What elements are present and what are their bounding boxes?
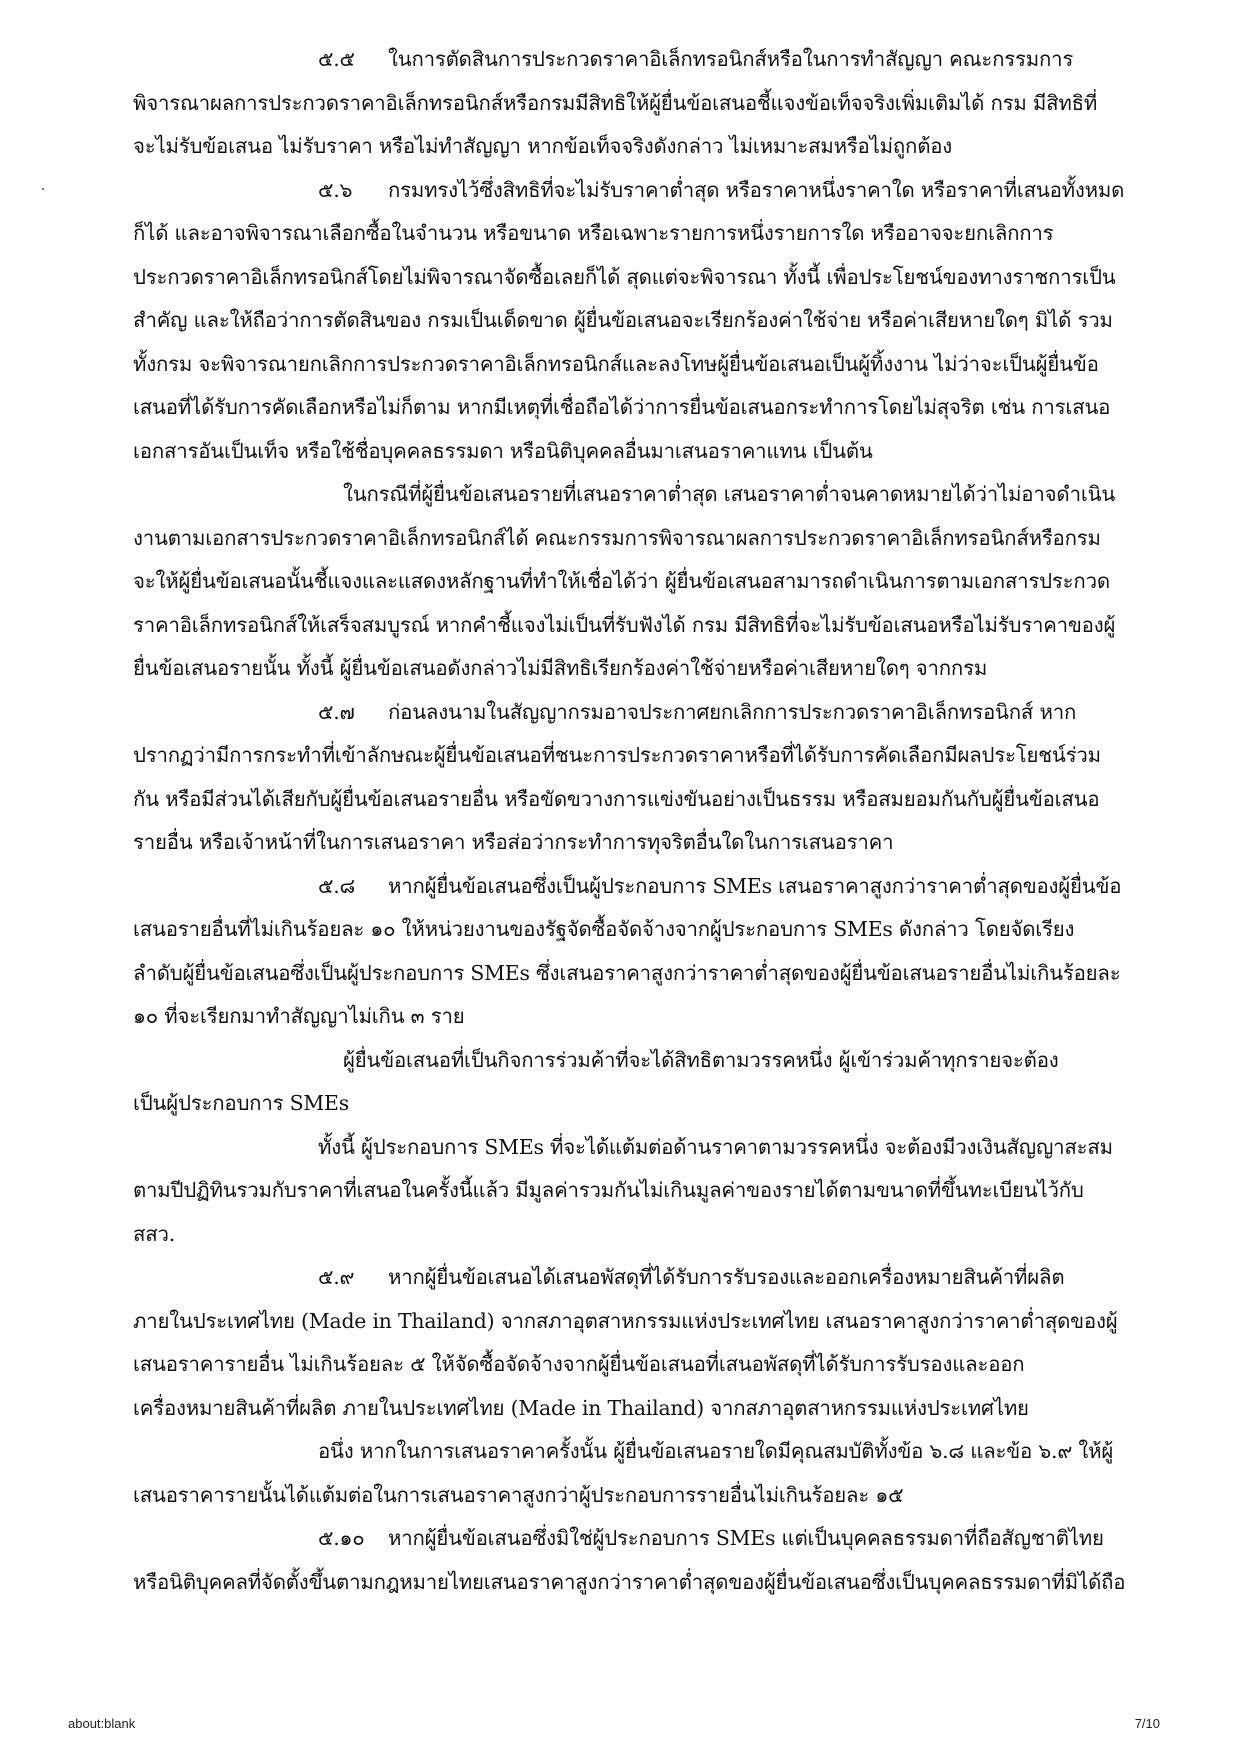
- paragraph-line: สสว.: [133, 1221, 176, 1246]
- paragraph-line: ปรากฏว่ามีการกระทำที่เข้าลักษณะผู้ยื่นข้อเสนอที่ชนะการประกวดราคาหรือที่ได้รับการคัดเลือกมีผลประโยชน์ร่วม: [133, 743, 1101, 767]
- document-body: [133, 38, 1126, 1604]
- paragraph-line: เครื่องหมายสินค้าที่ผลิต ภายในประเทศไทย (Made in Thailand) จากสภาอุตสาหกรรมแห่งประเทศไทย: [133, 1395, 1029, 1420]
- paragraph-line: จะให้ผู้ยื่นข้อเสนอนั้นชี้แจงและแสดงหลักฐานที่ทำให้เชื่อได้ว่า ผู้ยื่นข้อเสนอสามารถดำเนินการตามเอกสารประกวด: [133, 569, 1110, 593]
- clause-number: ๕.๕: [318, 47, 355, 71]
- paragraph-line: งานตามเอกสารประกวดราคาอิเล็กทรอนิกส์ได้ คณะกรรมการพิจารณาผลการประกวดราคาอิเล็กทรอนิกส์หรือกรม: [133, 525, 1101, 550]
- clause-5-5: [133, 38, 1126, 169]
- paragraph-line: ก็ได้ และอาจพิจารณาเลือกซื้อในจำนวน หรือขนาด หรือเฉพาะรายการหนึ่งรายการใด หรืออาจจะยกเลิกการ: [133, 221, 1054, 245]
- footer-url: about:blank: [68, 1716, 136, 1731]
- paragraph-line: เสนอรายอื่นที่ไม่เกินร้อยละ ๑๐ ให้หน่วยงานของรัฐจัดซื้อจัดจ้างจากผู้ประกอบการ SMEs ดังกล่าว โดยจัดเรียง: [133, 917, 1075, 941]
- footer-page-number: 7/10: [1134, 1716, 1160, 1731]
- paragraph-joint-venture: [133, 1039, 1126, 1126]
- paragraph-line: กรมทรงไว้ซึ่งสิทธิที่จะไม่รับราคาต่ำสุด หรือราคาหนึ่งราคาใด หรือราคาที่เสนอทั้งหมด: [388, 177, 1125, 202]
- paragraph-line: ลำดับผู้ยื่นข้อเสนอซึ่งเป็นผู้ประกอบการ SMEs ซึ่งเสนอราคาสูงกว่าราคาต่ำสุดของผู้ยื่นข้อเสนอรายอื่นไม่เกินร้อยละ: [133, 960, 1121, 985]
- paragraph-line: ภายในประเทศไทย (Made in Thailand) จากสภาอุตสาหกรรมแห่งประเทศไทย เสนอราคาสูงกว่าราคาต่ำสุดของผู้: [133, 1308, 1118, 1333]
- paragraph-line: ๑๐ ที่จะเรียกมาทำสัญญาไม่เกิน ๓ ราย: [133, 1004, 465, 1028]
- paragraph-line: ประกวดราคาอิเล็กทรอนิกส์โดยไม่พิจารณาจัดซื้อเลยก็ได้ สุดแต่จะพิจารณา ทั้งนี้ เพื่อประโยชน์ของทางราชการเป็น: [133, 264, 1116, 289]
- paragraph-line: ตามปีปฏิทินรวมกับราคาที่เสนอในครั้งนี้แล้ว มีมูลค่ารวมกันไม่เกินมูลค่าของรายได้ตามขนาดที่ขึ้นทะเบียนไว้กับ: [133, 1178, 1084, 1202]
- clause-number: ๕.๖: [318, 177, 353, 202]
- paragraph-line: จะไม่รับข้อเสนอ ไม่รับราคา หรือไม่ทำสัญญา หากข้อเท็จจริงดังกล่าว ไม่เหมาะสมหรือไม่ถูกต้อง: [133, 134, 953, 158]
- clause-5-6: [133, 169, 1126, 474]
- paragraph-line: ผู้ยื่นข้อเสนอที่เป็นกิจการร่วมค้าที่จะได้สิทธิตามวรรคหนึ่ง ผู้เข้าร่วมค้าทุกรายจะต้อง: [343, 1047, 1059, 1072]
- clause-number: ๕.๗: [318, 699, 355, 724]
- paragraph-line: เป็นผู้ประกอบการ SMEs: [133, 1091, 350, 1115]
- clause-5-10: [133, 1517, 1126, 1604]
- paragraph-line: ทั้งกรม จะพิจารณายกเลิกการประกวดราคาอิเล็กทรอนิกส์และลงโทษผู้ยื่นข้อเสนอเป็นผู้ทิ้งงาน ไม่ว่าจะเป็นผู้ยื่นข้อ: [133, 351, 1099, 376]
- paragraph-line: เอกสารอันเป็นเท็จ หรือใช้ชื่อบุคคลธรรมดา หรือนิติบุคคลอื่นมาเสนอราคาแทน เป็นต้น: [133, 438, 873, 463]
- paragraph-line: ทั้งนี้ ผู้ประกอบการ SMEs ที่จะได้แต้มต่อด้านราคาตามวรรคหนึ่ง จะต้องมีวงเงินสัญญาสะสม: [318, 1134, 1113, 1159]
- paragraph-line: พิจารณาผลการประกวดราคาอิเล็กทรอนิกส์หรือกรมมีสิทธิให้ผู้ยื่นข้อเสนอชี้แจงข้อเท็จจริงเพิ่มเติมได้ กรม มีสิทธิที่: [133, 90, 1098, 115]
- paragraph-smes-cap: [133, 1126, 1126, 1257]
- paragraph-line: อนึ่ง หากในการเสนอราคาครั้งนั้น ผู้ยื่นข้อเสนอรายใดมีคุณสมบัติทั้งข้อ ๖.๘ และข้อ ๖.๙ ให้ผู้: [318, 1439, 1114, 1463]
- paragraph-line: เสนอราคารายนั้นได้แต้มต่อในการเสนอราคาสูงกว่าผู้ประกอบการรายอื่นไม่เกินร้อยละ ๑๕: [133, 1482, 904, 1507]
- clause-number: ๕.๑๐: [318, 1526, 365, 1550]
- paragraph-line: หากผู้ยื่นข้อเสนอซึ่งมิใช่ผู้ประกอบการ SMEs แต่เป็นบุคคลธรรมดาที่ถือสัญชาติไทย: [388, 1526, 1104, 1550]
- paragraph-line: ก่อนลงนามในสัญญากรมอาจประกาศยกเลิกการประกวดราคาอิเล็กทรอนิกส์ หาก: [388, 699, 1077, 724]
- paragraph-line: รายอื่น หรือเจ้าหน้าที่ในการเสนอราคา หรือส่อว่ากระทำการทุจริตอื่นใดในการเสนอราคา: [133, 830, 894, 854]
- paragraph-low-bid: [133, 473, 1126, 691]
- clause-number: ๕.๙: [318, 1265, 355, 1289]
- paragraph-line: ในการตัดสินการประกวดราคาอิเล็กทรอนิกส์หรือในการทำสัญญา คณะกรรมการ: [388, 47, 1074, 71]
- clause-number: ๕.๘: [318, 873, 356, 898]
- paragraph-line: ในกรณีที่ผู้ยื่นข้อเสนอรายที่เสนอราคาต่ำสุด เสนอราคาต่ำจนคาดหมายได้ว่าไม่อาจดำเนิน: [343, 482, 1116, 506]
- paragraph-line: เสนอที่ได้รับการคัดเลือกหรือไม่ก็ตาม หากมีเหตุที่เชื่อถือได้ว่าการยื่นข้อเสนอกระทำการโดยไม่สุจริต เช่น การเสนอ: [133, 395, 1111, 419]
- paragraph-combined-preference: [133, 1430, 1126, 1517]
- paragraph-line: ยื่นข้อเสนอรายนั้น ทั้งนี้ ผู้ยื่นข้อเสนอดังกล่าวไม่มีสิทธิเรียกร้องค่าใช้จ่ายหรือค่าเสียหายใดๆ จากกรม: [133, 656, 988, 680]
- scan-speck: [42, 188, 44, 190]
- clause-5-7: [133, 691, 1126, 865]
- paragraph-line: เสนอราคารายอื่น ไม่เกินร้อยละ ๕ ให้จัดซื้อจัดจ้างจากผู้ยื่นข้อเสนอที่เสนอพัสดุที่ได้รับการรับรองและออก: [133, 1352, 1025, 1376]
- paragraph-line: หากผู้ยื่นข้อเสนอได้เสนอพัสดุที่ได้รับการรับรองและออกเครื่องหมายสินค้าที่ผลิต: [388, 1265, 1065, 1289]
- clause-5-9: [133, 1256, 1126, 1430]
- paragraph-line: ราคาอิเล็กทรอนิกส์ให้เสร็จสมบูรณ์ หากคำชี้แจงไม่เป็นที่รับฟังได้ กรม มีสิทธิที่จะไม่รับข้อเสนอหรือไม่รับราคาของผู้: [133, 612, 1116, 637]
- clause-5-8: [133, 865, 1126, 1039]
- paragraph-line: หากผู้ยื่นข้อเสนอซึ่งเป็นผู้ประกอบการ SMEs เสนอราคาสูงกว่าราคาต่ำสุดของผู้ยื่นข้อ: [388, 873, 1122, 898]
- paragraph-line: กัน หรือมีส่วนได้เสียกับผู้ยื่นข้อเสนอรายอื่น หรือขัดขวางการแข่งขันอย่างเป็นธรรม หรือสมยอมกันกับผู้ยื่นข้อเสนอ: [133, 786, 1100, 811]
- paragraph-line: สำคัญ และให้ถือว่าการตัดสินของ กรมเป็นเด็ดขาด ผู้ยื่นข้อเสนอจะเรียกร้องค่าใช้จ่าย หรือค่าเสียหายใดๆ มิได้ รวม: [133, 308, 1113, 332]
- paragraph-line: หรือนิติบุคคลที่จัดตั้งขึ้นตามกฎหมายไทยเสนอราคาสูงกว่าราคาต่ำสุดของผู้ยื่นข้อเสนอซึ่งเป็นบุคคลธรรมดาที่มิได้ถือ: [133, 1569, 1126, 1594]
